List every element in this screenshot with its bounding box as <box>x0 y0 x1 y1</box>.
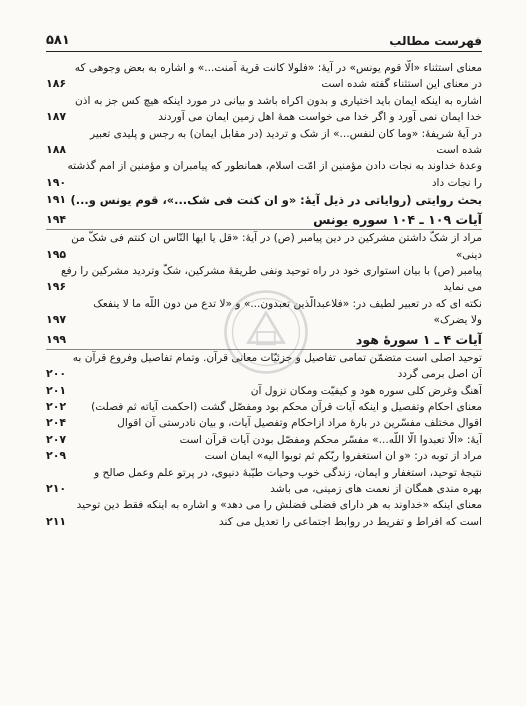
toc-page-number: ۱۹۵ <box>46 247 67 261</box>
toc-entry-line: وعدۀ خداوند به نجات دادن مؤمنین از امّت اسلام، همانطور که پیامبران و مؤمنین از امم گذشته <box>67 160 482 173</box>
page-header <box>46 30 482 52</box>
table-of-contents <box>46 60 482 530</box>
toc-entry-text: شده است <box>436 144 482 157</box>
toc-entry-text: دینی» <box>455 248 482 261</box>
toc-entry-text: خدا ایمان نمی آورد و اگر خدا می خواست همۀ اهل زمین ایمان می آوردند <box>158 111 482 124</box>
toc-entry-line: اشاره به اینکه ایمان باید اختیاری و بدون اکراه باشد و بیانی در مورد اینکه هیچ کس جز به اذن <box>75 94 482 107</box>
toc-page-number: ۲۰۷ <box>46 432 67 446</box>
toc-entry <box>46 383 482 399</box>
toc-entry-text: در معنای این استثناء گفته شده است <box>321 78 482 91</box>
toc-entry-line <box>46 432 482 448</box>
toc-page-number: ۱۹۴ <box>46 213 67 227</box>
toc-page-number: ۲۰۲ <box>46 399 67 413</box>
toc-entry-line <box>46 448 482 464</box>
toc-entry-line <box>46 76 482 92</box>
toc-page-number: ۲۰۹ <box>46 449 67 463</box>
header-page-number: ۵۸۱ <box>46 33 70 48</box>
toc-entry-text: آیۀ: «الّا تعبدوا الّا اللّه...» مفسّر محکم ومفصّل بودن آیات قرآن است <box>179 433 482 446</box>
toc-entry-line <box>46 142 482 158</box>
toc-entry-text: معنای احکام وتفصیل و اینکه آیات قرآن محکم بود ومفصّل گشت (احکمت آیاته ثم فصلت) <box>91 400 482 413</box>
toc-entry-line <box>46 247 482 263</box>
toc-entry <box>46 415 482 431</box>
toc-entry-line <box>46 109 482 125</box>
toc-entry <box>46 448 482 464</box>
toc-heading-text: آیات ۴ ـ ۱ سورۀ هود <box>355 331 482 347</box>
toc-heading <box>46 191 482 209</box>
toc-entry <box>46 60 482 93</box>
toc-page-number: ۲۱۱ <box>46 514 67 528</box>
toc-page-number: ۲۰۱ <box>46 383 67 397</box>
toc-page-number: ۱۹۶ <box>46 280 67 294</box>
toc-entry-line: معنای اینکه «خداوند به هر دارای فضلی فضلش را می دهد» و اشاره به اینکه فقط دین توحید <box>76 499 482 512</box>
toc-entry <box>46 230 482 263</box>
toc-entry-text: بهره مندی همگان از نعمت های زمینی، می باشد <box>270 482 482 495</box>
toc-entry <box>46 350 482 383</box>
toc-page-number: ۱۹۹ <box>46 332 67 346</box>
toc-page-number: ۲۰۰ <box>46 367 67 381</box>
toc-entry <box>46 158 482 191</box>
toc-entry <box>46 497 482 530</box>
toc-entry <box>46 432 482 448</box>
toc-heading-text: بحث روایتی (روایاتی در ذیل آیۀ: «و ان کنت فی شک...»، قوم یونس و...) <box>70 193 482 208</box>
toc-entry-line <box>46 399 482 415</box>
toc-entry-text: است که افراط و تفریط در روابط اجتماعی را تعدیل می کند <box>218 515 482 528</box>
toc-entry-text: اقوال مختلف مفسّرین در بارۀ مراد ازاحکام وتفصیل آیات، و بیان نادرستی آن اقوال <box>117 417 482 430</box>
header-title: فهرست مطالب <box>389 34 482 48</box>
toc-entry-text: مراد از توبه در: «و ان استغفروا ربّکم ثم توبوا الیه» ایمان است <box>204 450 482 463</box>
toc-entry-line: پیامبر (ص) با بیان استواری خود در راه توحید ونفی طریقۀ مشرکین، شکّ وتردید مشرکین را رفع <box>61 265 482 278</box>
toc-page-number: ۱۹۷ <box>46 313 67 327</box>
toc-entry-text: می نماید <box>443 281 482 294</box>
toc-entry-text: را نجات داد <box>431 176 482 189</box>
toc-entry-line <box>46 415 482 431</box>
toc-entry-line: توحید اصلی است متضمّن تمامی تفاصیل و جزئیّات معانی قرآن. وتمام تفاصیل وفروع قرآن به <box>72 351 482 364</box>
toc-entry-line <box>46 175 482 191</box>
toc-entry <box>46 126 482 159</box>
toc-entry-line <box>46 514 482 530</box>
toc-page-number: ۱۸۷ <box>46 110 67 124</box>
page-content <box>46 30 482 530</box>
toc-entry-line: معنای استثناء «الّا قوم یونس» در آیۀ: «فلولا کانت قریة آمنت...» و اشاره به بعض وجوهی که <box>74 62 482 74</box>
toc-entry-line <box>46 481 482 497</box>
toc-entry-text: آن اصل برمی گردد <box>397 368 482 381</box>
toc-entry <box>46 399 482 415</box>
toc-heading <box>46 211 482 230</box>
toc-entry-line: نتیجۀ توحید، استغفار و ایمان، زندگی خوب وحیات طیّبۀ دنیوی، در پرتو علم وعمل صالح و <box>94 466 482 479</box>
toc-entry <box>46 93 482 126</box>
toc-entry-line <box>46 312 482 328</box>
toc-page-number: ۲۰۴ <box>46 416 67 430</box>
toc-page-number: ۱۸۶ <box>46 77 67 91</box>
toc-entry-line <box>46 383 482 399</box>
toc-entry-text: ولا یضرک» <box>433 314 482 327</box>
toc-entry-line: مراد از شکّ داشتن مشرکین در دین پیامبر (ص) در آیۀ: «قل یا ایها النّاس ان کنتم فی شکّ من <box>71 232 482 245</box>
toc-entry-line <box>46 366 482 382</box>
toc-entry-text: آهنگ وغرض کلی سوره هود و کیفیّت ومکان نزول آن <box>250 384 482 397</box>
toc-entry <box>46 296 482 329</box>
toc-entry <box>46 263 482 296</box>
toc-heading <box>46 331 482 350</box>
toc-entry-line <box>46 279 482 295</box>
toc-page-number: ۱۸۸ <box>46 143 67 157</box>
toc-page-number: ۱۹۱ <box>46 193 67 207</box>
toc-page-number: ۲۱۰ <box>46 481 67 495</box>
toc-heading-text: آیات ۱۰۹ ـ ۱۰۴ سوره یونس <box>313 212 482 228</box>
toc-page-number: ۱۹۰ <box>46 175 67 189</box>
toc-entry-line: نکته ای که در تعبیر لطیف در: «فلاعبدالّذین تعبدون...» و «لا تدع من دون اللّه ما لا ینفعک <box>93 297 482 310</box>
toc-entry-line: در آیۀ شریفۀ: «وما کان لنفس...» از شک و تردید (در مقابل ایمان) به رجس و پلیدی تعبیر <box>90 127 482 140</box>
toc-entry <box>46 465 482 498</box>
